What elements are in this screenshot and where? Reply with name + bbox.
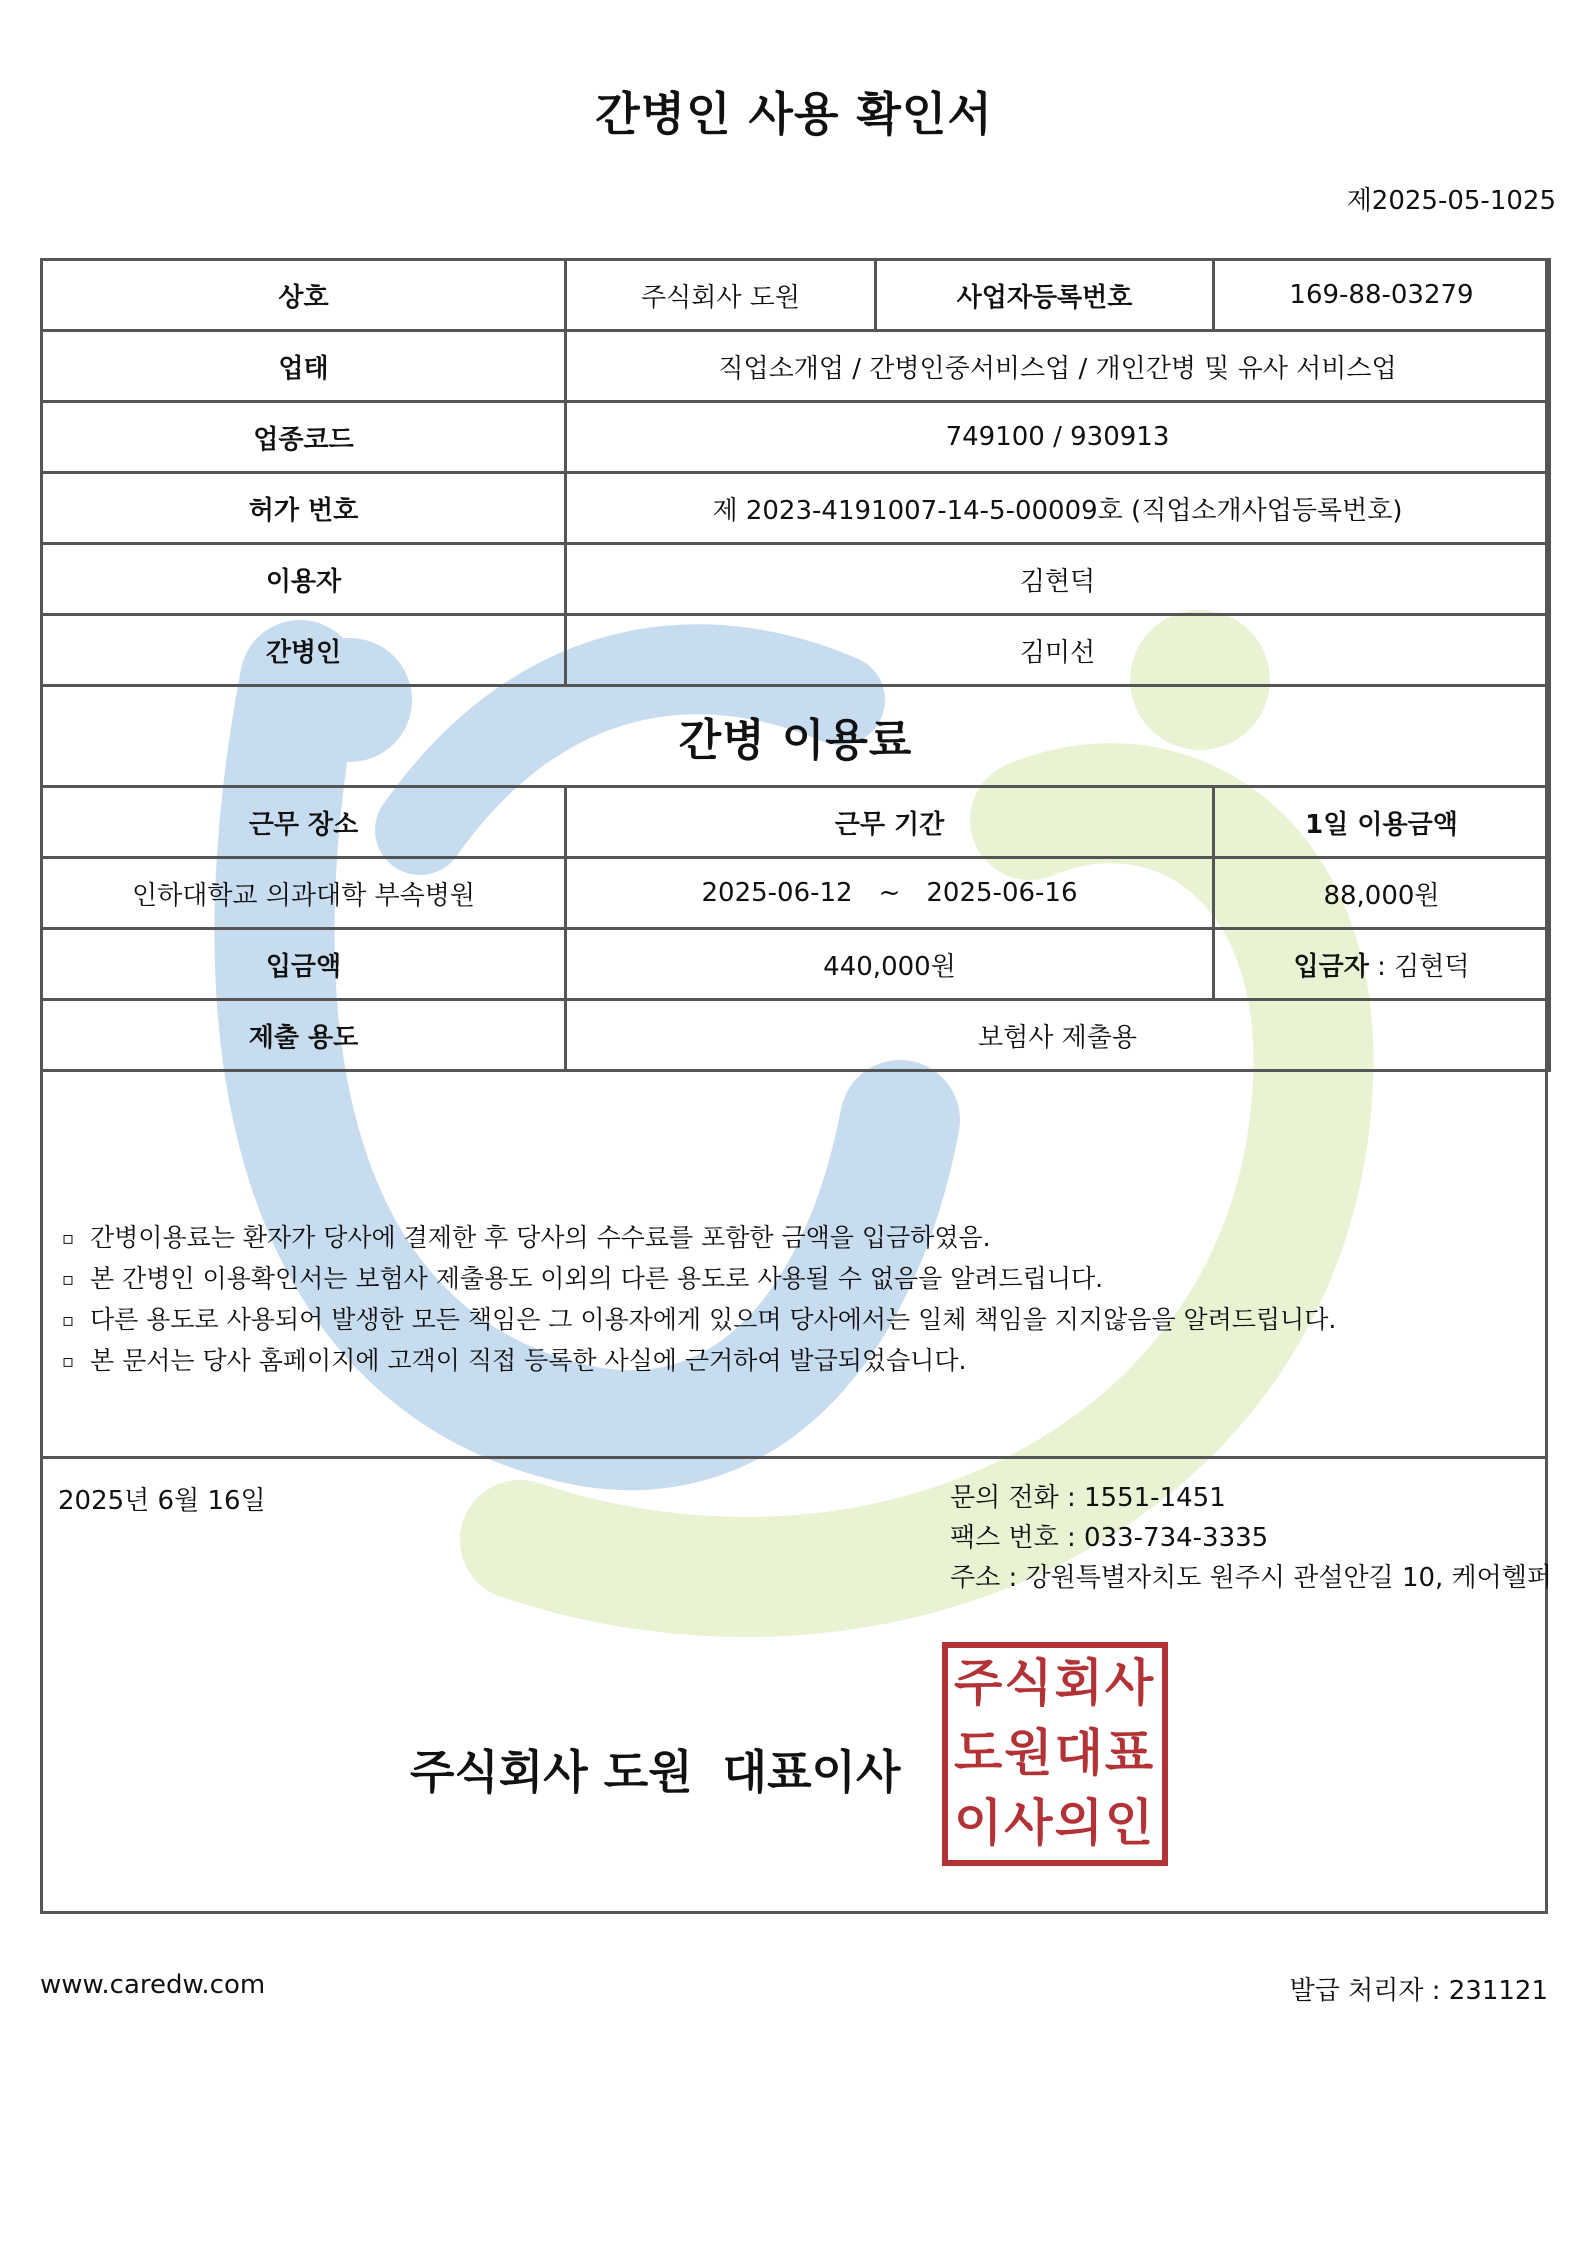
depositor-name: 김현덕 (1394, 951, 1470, 982)
depositor-cell (1214, 929, 1550, 1000)
depositor-label: 입금자 (1293, 951, 1369, 982)
period-start: 2025-06-12 (701, 878, 853, 908)
biz-reg-label: 사업자등록번호 (876, 260, 1214, 331)
bullet-icon: ▫ (62, 1228, 75, 1249)
deposit-amount: 440,000원 (566, 929, 1214, 1000)
website-link[interactable]: www.caredw.com (40, 1970, 266, 2000)
depositor-separator: : (1368, 951, 1395, 982)
contact-fax: 팩스 번호 : 033-734-3335 (950, 1523, 1269, 1553)
document-number: 제2025-05-1025 (1346, 186, 1556, 216)
signature-company-name: 주식회사 도원 (410, 1745, 693, 1799)
biz-reg-number: 169-88-03279 (1214, 260, 1550, 331)
list-item: ▫ 본 간병인 이용확인서는 보험사 제출용도 이외의 다른 용도로 사용될 수 없음을 알려드립니다. (62, 1259, 1336, 1300)
list-item: ▫ 다른 용도로 사용되어 발생한 모든 책임은 그 이용자에게 있으며 당사에서는 일체 책임을 지지않음을 알려드립니다. (62, 1300, 1336, 1341)
caregiver-name: 김미선 (566, 615, 1550, 686)
caregiver-label: 간병인 (42, 615, 566, 686)
bullet-icon: ▫ (62, 1351, 75, 1372)
table-row (42, 1000, 1550, 1071)
company-seal-stamp (942, 1642, 1168, 1866)
list-item: ▫ 본 문서는 당사 홈페이지에 고객이 직접 등록한 사실에 근거하여 발급되었습니다. (62, 1341, 1336, 1382)
company-name: 주식회사 도원 (566, 260, 876, 331)
purpose: 보험사 제출용 (566, 1000, 1550, 1071)
table-row (42, 473, 1550, 544)
fee-section-title: 간병 이용료 (42, 686, 1550, 787)
period-end: 2025-06-16 (926, 878, 1078, 908)
permit-label: 허가 번호 (42, 473, 566, 544)
contact-info (950, 1478, 1552, 1598)
contact-address: 주소 : 강원특별자치도 원주시 관설안길 10, 케어헬퍼 (950, 1563, 1553, 1593)
permit-number: 제 2023-4191007-14-5-00009호 (직업소개사업등록번호) (566, 473, 1550, 544)
table-row (42, 686, 1550, 787)
industry-code-label: 업종코드 (42, 402, 566, 473)
table-row (42, 260, 1550, 331)
section-divider (40, 1456, 1548, 1459)
user-name: 김현덕 (566, 544, 1550, 615)
issuer-info: 발급 처리자 : 231121 (1289, 1976, 1548, 2006)
table-row (42, 929, 1550, 1000)
daily-amount: 88,000원 (1214, 858, 1550, 929)
industry-code: 749100 / 930913 (566, 402, 1550, 473)
work-period-label: 근무 기간 (566, 787, 1214, 858)
table-row (42, 402, 1550, 473)
notice-list (62, 1218, 1336, 1382)
seal-row: 이사의인 (954, 1794, 1156, 1852)
signature-representative: 대표이사 (722, 1745, 901, 1799)
daily-amount-label: 1일 이용금액 (1214, 787, 1550, 858)
seal-row: 도원대표 (954, 1724, 1156, 1782)
bullet-icon: ▫ (62, 1269, 75, 1290)
deposit-label: 입금액 (42, 929, 566, 1000)
work-period (566, 858, 1214, 929)
business-type-label: 업태 (42, 331, 566, 402)
table-row (42, 615, 1550, 686)
info-table (40, 258, 1551, 1072)
list-item: ▫ 간병이용료는 환자가 당사에 결제한 후 당사의 수수료를 포함한 금액을 입금하였음. (62, 1218, 1336, 1259)
purpose-label: 제출 용도 (42, 1000, 566, 1071)
table-row (42, 331, 1550, 402)
business-type: 직업소개업 / 간병인중서비스업 / 개인간병 및 유사 서비스업 (566, 331, 1550, 402)
issue-date: 2025년 6월 16일 (58, 1486, 266, 1516)
work-location-label: 근무 장소 (42, 787, 566, 858)
company-signature (410, 1736, 900, 1802)
work-location: 인하대학교 의과대학 부속병원 (42, 858, 566, 929)
document-title: 간병인 사용 확인서 (595, 87, 993, 141)
table-row (42, 544, 1550, 615)
table-row (42, 858, 1550, 929)
contact-phone: 문의 전화 : 1551-1451 (950, 1483, 1226, 1513)
user-label: 이용자 (42, 544, 566, 615)
table-row (42, 787, 1550, 858)
company-name-label: 상호 (42, 260, 566, 331)
period-separator: ~ (878, 878, 901, 908)
bullet-icon: ▫ (62, 1310, 75, 1331)
seal-row: 주식회사 (954, 1654, 1156, 1712)
